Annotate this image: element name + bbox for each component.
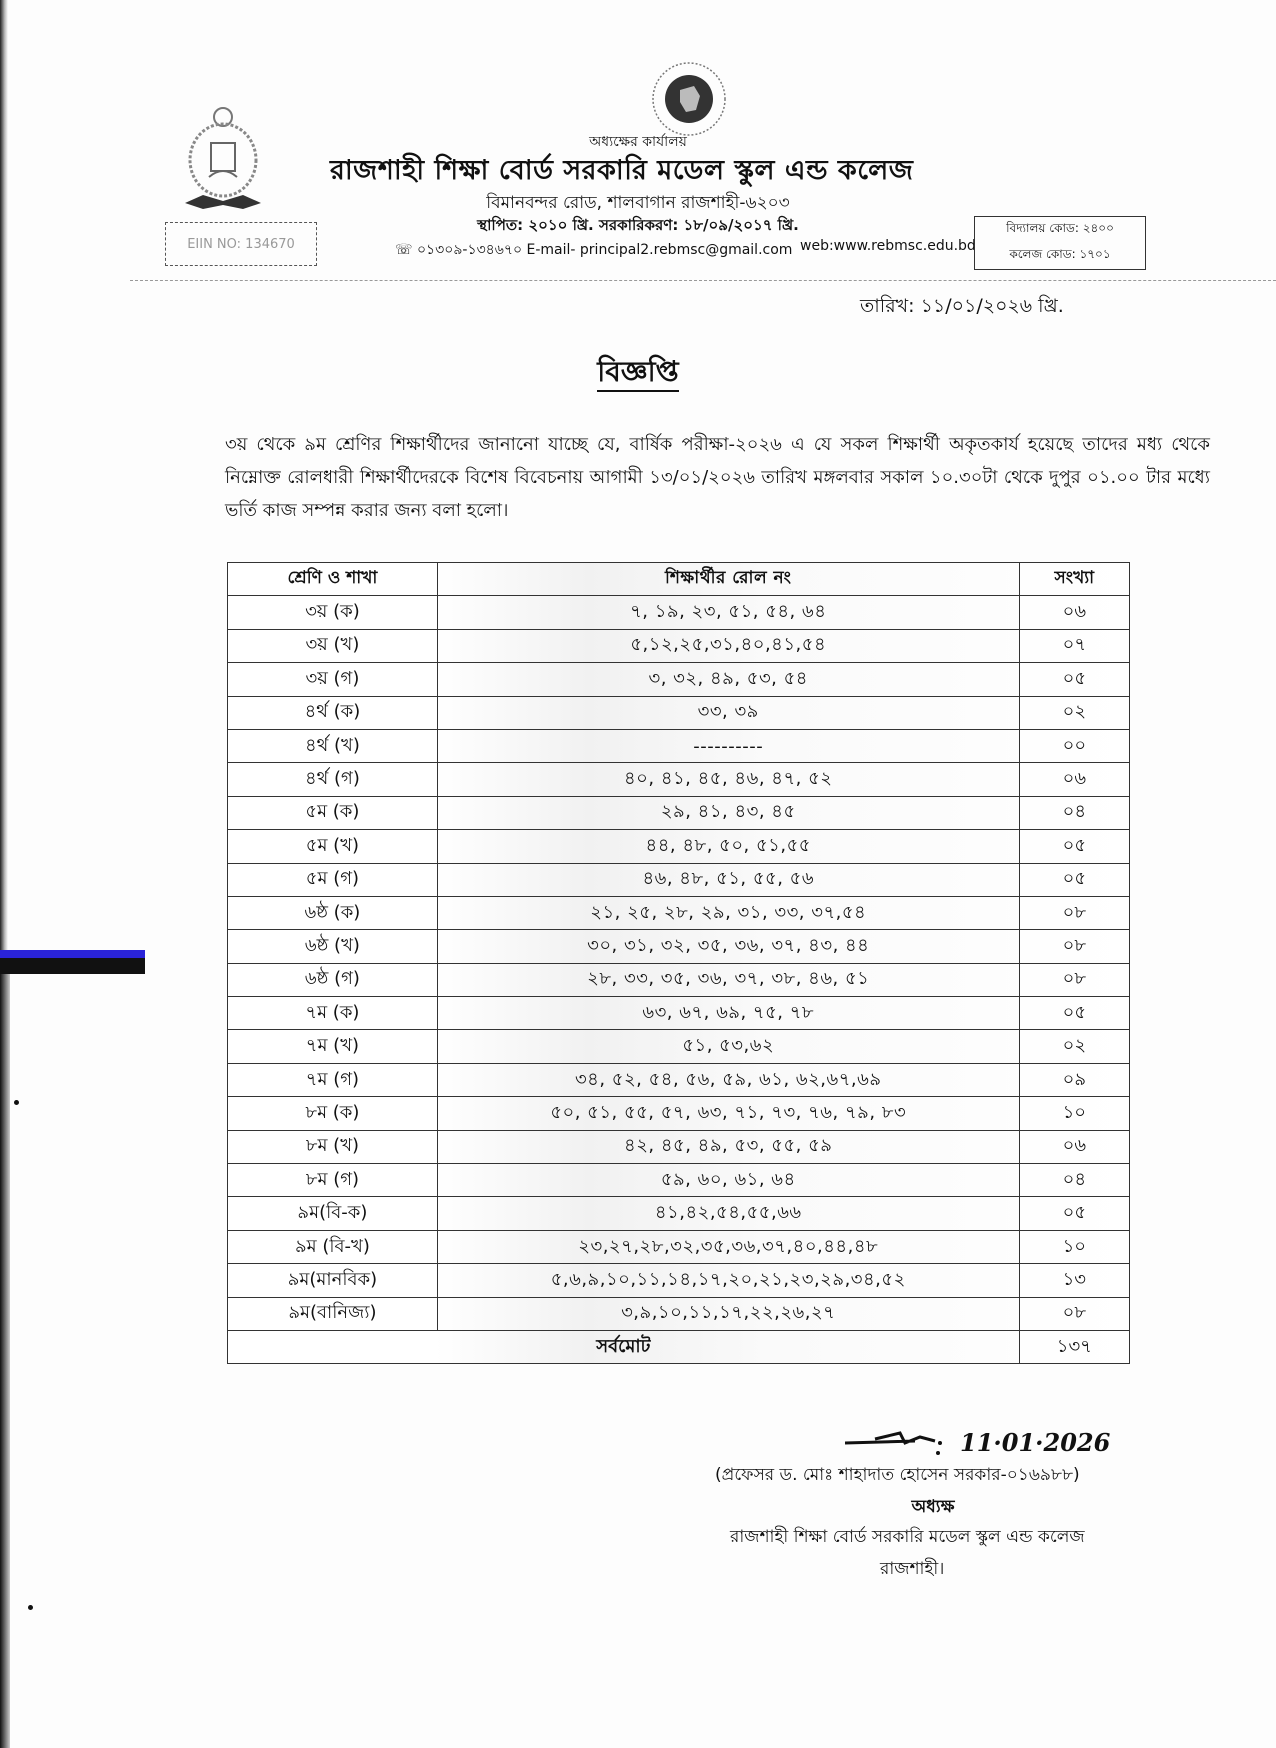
rolls-cell: ৩,৯,১০,১১,১৭,২২,২৬,২৭ [437, 1297, 1019, 1330]
class-cell: ৯ম(বি-ক) [228, 1197, 438, 1230]
class-cell: ৩য় (খ) [228, 629, 438, 662]
table-row [228, 1097, 1130, 1130]
count-cell: ০৫ [1019, 1197, 1129, 1230]
rolls-cell: ৫৯, ৬০, ৬১, ৬৪ [437, 1164, 1019, 1197]
contact-email: ☏ ০১৩০৯-১৩৪৬৭০ E-mail- principal2.rebmsc@gmail.com [395, 242, 793, 258]
rolls-cell: ৩, ৩২, ৪৯, ৫৩, ৫৪ [437, 663, 1019, 696]
failed-students-table [227, 562, 1130, 1364]
header-rolls: শিক্ষার্থীর রোল নং [437, 563, 1019, 596]
signature-date: 11·01·2026 [960, 1428, 1111, 1457]
count-cell: ০৫ [1019, 997, 1129, 1030]
institution-address: বিমানবন্দর রোড, শালবাগান রাজশাহী-৬২০৩ [486, 193, 790, 213]
header-divider [130, 280, 1276, 281]
class-cell: ৯ম(মানবিক) [228, 1264, 438, 1297]
scan-speck [14, 1100, 19, 1105]
count-cell: ০৪ [1019, 796, 1129, 829]
rolls-cell: ৩৩, ৩৯ [437, 696, 1019, 729]
count-cell: ০৭ [1019, 629, 1129, 662]
rolls-cell: ৫০, ৫১, ৫৫, ৫৭, ৬৩, ৭১, ৭৩, ৭৬, ৭৯, ৮৩ [437, 1097, 1019, 1130]
count-cell: ১০ [1019, 1230, 1129, 1263]
signatory-city: রাজশাহী। [880, 1559, 945, 1579]
table-row [228, 1130, 1130, 1163]
class-cell: ৩য় (গ) [228, 663, 438, 696]
office-label: অধ্যক্ষের কার্যালয় [589, 134, 687, 150]
rolls-cell: ৫,১২,২৫,৩১,৪০,৪১,৫৪ [437, 629, 1019, 662]
total-count: ১৩৭ [1019, 1330, 1129, 1363]
table-row [228, 896, 1130, 929]
count-cell: ০৫ [1019, 830, 1129, 863]
table-row [228, 963, 1130, 996]
count-cell: ১০ [1019, 1097, 1129, 1130]
table-row [228, 1164, 1130, 1197]
table-row [228, 1230, 1130, 1263]
scan-edge-shadow-lower [0, 974, 10, 1748]
table-row [228, 1197, 1130, 1230]
rolls-cell: ৪৬, ৪৮, ৫১, ৫৫, ৫৬ [437, 863, 1019, 896]
rolls-cell: ৪২, ৪৫, ৪৯, ৫৩, ৫৫, ৫৯ [437, 1130, 1019, 1163]
scan-artifact-black-bar [0, 958, 145, 974]
rolls-cell: ৫,৬,৯,১০,১১,১৪,১৭,২০,২১,২৩,২৯,৩৪,৫২ [437, 1264, 1019, 1297]
table-total-row [228, 1330, 1130, 1363]
count-cell: ১৩ [1019, 1264, 1129, 1297]
notice-date: তারিখ: ১১/০১/২০২৬ খ্রি. [860, 295, 1064, 317]
table-row [228, 1063, 1130, 1096]
rolls-cell: ৪১,৪২,৫৪,৫৫,৬৬ [437, 1197, 1019, 1230]
count-cell: ০৬ [1019, 596, 1129, 629]
rolls-cell: ২৩,২৭,২৮,৩২,৩৫,৩৬,৩৭,৪০,৪৪,৪৮ [437, 1230, 1019, 1263]
table-row [228, 596, 1130, 629]
table-row [228, 663, 1130, 696]
college-code: কলেজ কোড: ১৭০১ [1009, 247, 1111, 261]
count-cell: ০৯ [1019, 1063, 1129, 1096]
table-header-row [228, 563, 1130, 596]
class-cell: ৯ম (বি-খ) [228, 1230, 438, 1263]
class-cell: ৫ম (গ) [228, 863, 438, 896]
count-cell: ০৪ [1019, 1164, 1129, 1197]
school-code: বিদ্যালয় কোড: ২৪০০ [1006, 221, 1114, 235]
rolls-cell: ৫১, ৫৩,৬২ [437, 1030, 1019, 1063]
count-cell: ০৫ [1019, 863, 1129, 896]
count-cell: ০৮ [1019, 1297, 1129, 1330]
count-cell: ০৫ [1019, 663, 1129, 696]
class-cell: ৯ম(বানিজ্য) [228, 1297, 438, 1330]
institution-codes-box [974, 216, 1146, 270]
scan-speck [28, 1605, 33, 1610]
class-cell: ৭ম (খ) [228, 1030, 438, 1063]
count-cell: ০৮ [1019, 930, 1129, 963]
count-cell: ০৮ [1019, 896, 1129, 929]
total-label: সর্বমোট [228, 1330, 1020, 1363]
class-cell: ৫ম (ক) [228, 796, 438, 829]
rolls-cell: ---------- [437, 729, 1019, 762]
rolls-cell: ৩৪, ৫২, ৫৪, ৫৬, ৫৯, ৬১, ৬২,৬৭,৬৯ [437, 1063, 1019, 1096]
class-cell: ৮ম (গ) [228, 1164, 438, 1197]
establishment-info: স্থাপিত: ২০১০ খ্রি. সরকারিকরণ: ১৮/০৯/২০১৭ খ্রি. [477, 216, 799, 234]
count-cell: ০৬ [1019, 1130, 1129, 1163]
count-cell: ০২ [1019, 696, 1129, 729]
rolls-cell: ৭, ১৯, ২৩, ৫১, ৫৪, ৬৪ [437, 596, 1019, 629]
table-row [228, 830, 1130, 863]
signatory-title: অধ্যক্ষ [911, 1497, 955, 1517]
table-row [228, 1264, 1130, 1297]
count-cell: ০৬ [1019, 763, 1129, 796]
count-cell: ০২ [1019, 1030, 1129, 1063]
rolls-cell: ২৯, ৪১, ৪৩, ৪৫ [437, 796, 1019, 829]
table-row [228, 997, 1130, 1030]
table-row [228, 629, 1130, 662]
header-count: সংখ্যা [1019, 563, 1129, 596]
rolls-cell: ৬৩, ৬৭, ৬৯, ৭৫, ৭৮ [437, 997, 1019, 1030]
rolls-cell: ৪০, ৪১, ৪৫, ৪৬, ৪৭, ৫২ [437, 763, 1019, 796]
class-cell: ৭ম (গ) [228, 1063, 438, 1096]
eiin-box [165, 222, 317, 266]
signatory-name: (প্রফেসর ড. মোঃ শাহাদাত হোসেন সরকার-০১৬৯৮৮) [715, 1465, 1080, 1485]
eiin-number: EIIN NO: 134670 [187, 236, 295, 252]
signatory-institution: রাজশাহী শিক্ষা বোর্ড সরকারি মডেল স্কুল এন্ড কলেজ [730, 1527, 1085, 1547]
table-row [228, 796, 1130, 829]
signature-scribble [845, 1425, 945, 1455]
rolls-cell: ৩০, ৩১, ৩২, ৩৫, ৩৬, ৩৭, ৪৩, ৪৪ [437, 930, 1019, 963]
table-row [228, 763, 1130, 796]
class-cell: ৭ম (ক) [228, 997, 438, 1030]
rolls-cell: ২৮, ৩৩, ৩৫, ৩৬, ৩৭, ৩৮, ৪৬, ৫১ [437, 963, 1019, 996]
rolls-cell: ২১, ২৫, ২৮, ২৯, ৩১, ৩৩, ৩৭,৫৪ [437, 896, 1019, 929]
count-cell: ০০ [1019, 729, 1129, 762]
table-row [228, 930, 1130, 963]
class-cell: ৮ম (খ) [228, 1130, 438, 1163]
class-cell: ৬ষ্ঠ (ক) [228, 896, 438, 929]
class-cell: ৬ষ্ঠ (খ) [228, 930, 438, 963]
class-cell: ৮ম (ক) [228, 1097, 438, 1130]
class-cell: ৫ম (খ) [228, 830, 438, 863]
header-class: শ্রেণি ও শাখা [228, 563, 438, 596]
table-row [228, 729, 1130, 762]
table-row [228, 1030, 1130, 1063]
website: web:www.rebmsc.edu.bd [800, 238, 976, 254]
scan-artifact-blue-bar [0, 950, 145, 958]
notice-title-text: বিজ্ঞপ্তি [597, 355, 678, 392]
notice-title [0, 350, 1276, 397]
class-cell: ৬ষ্ঠ (গ) [228, 963, 438, 996]
institution-name: রাজশাহী শিক্ষা বোর্ড সরকারি মডেল স্কুল এন্ড কলেজ [330, 155, 914, 186]
notice-body: ৩য় থেকে ৯ম শ্রেণির শিক্ষার্থীদের জানানো যাচ্ছে যে, বার্ষিক পরীক্ষা-২০২৬ এ যে সকল শিক্ষার্থী অকৃতকার্য হয়েছে তাদের মধ্য থেকে নিম্নোক্ত রোলধারী শিক্ষার্থীদেরকে বিশেষ বিবেচনায় আগামী ১৩/০১/২০২৬ তারিখ মঙ্গলবার সকাল ১০.৩০টা থেকে দুপুর ০১.০০ টার মধ্যে ভর্তি কাজ সম্পন্ন করার জন্য বলা হলো। [225, 434, 1210, 521]
table-row [228, 696, 1130, 729]
class-cell: ৪র্থ (খ) [228, 729, 438, 762]
class-cell: ৪র্থ (ক) [228, 696, 438, 729]
rolls-cell: ৪৪, ৪৮, ৫০, ৫১,৫৫ [437, 830, 1019, 863]
table-row [228, 1297, 1130, 1330]
count-cell: ০৮ [1019, 963, 1129, 996]
class-cell: ৩য় (ক) [228, 596, 438, 629]
table-row [228, 863, 1130, 896]
government-seal-logo [650, 60, 728, 138]
class-cell: ৪র্থ (গ) [228, 763, 438, 796]
